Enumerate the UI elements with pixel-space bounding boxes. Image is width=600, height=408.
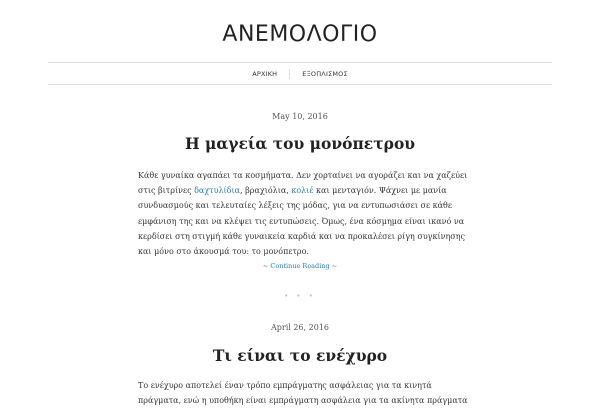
excerpt-line: Κάθε γυναίκα αγαπάει τα κοσμήματα. Δεν χορταίνει να αγοράζει και να χαζεύει	[138, 171, 468, 180]
excerpt-line: πράγματα, ενώ η υποθήκη είναι εμπράγματη ασφάλεια για τα ακίνητα πράγματα	[138, 396, 468, 406]
continue-reading-link[interactable]: ~ Continue Reading ~	[262, 262, 338, 270]
excerpt-line: κερδίσει στη στιγμή κάθε γυναικεία καρδιά και να προκαλέσει ρίγη συγκίνησης	[138, 231, 465, 241]
excerpt-line: εμφάνιση της και να κλέψει τις εντυπώσεις. Όμως, ένα κόσμημα είναι ικανό να	[138, 216, 465, 226]
excerpt-text: στις βιτρίνες	[138, 186, 195, 196]
post-date[interactable]: May 10, 2016	[272, 112, 328, 121]
nav-item-home[interactable]: ΑΡΧΙΚΗ	[252, 69, 278, 78]
post-date[interactable]: April 26, 2016	[270, 323, 329, 332]
site-title[interactable]: ΑΝΕΜΟΛΟΓΙΟ	[222, 22, 378, 47]
post-title[interactable]: Η μαγεία του μονόπετρου	[184, 134, 416, 153]
nav-item-equipment[interactable]: ΕΞΟΠΛΙΣΜΟΣ	[289, 69, 360, 79]
post-separator: • • •	[284, 292, 316, 300]
post-title[interactable]: Τι είναι το ενέχυρο	[212, 346, 388, 365]
excerpt-line: συνδυασμούς και τελευταίες λέξεις της μόδας, για να εντυπωσιάσει σε κάθε	[138, 201, 453, 211]
post-article	[0, 112, 600, 300]
post-excerpt	[138, 168, 468, 259]
main-navigation	[48, 62, 552, 85]
post-article	[0, 323, 600, 406]
excerpt-line	[138, 183, 464, 198]
excerpt-text: και μενταγιόν. Ψάχνει με μανία	[313, 186, 447, 196]
excerpt-line: Το ενέχυρο αποτελεί έναν τρόπο εμπράγματης ασφάλειας για τα κινητά	[138, 381, 432, 390]
excerpt-line: και μόνο στο άκουσμά του: το μονόπετρο.	[138, 247, 309, 257]
necklace-link[interactable]: κολιέ	[291, 186, 314, 196]
rings-link[interactable]: δαχτυλίδια	[194, 186, 241, 196]
post-excerpt	[138, 378, 468, 408]
excerpt-text: , βραχιόλια,	[240, 186, 292, 196]
